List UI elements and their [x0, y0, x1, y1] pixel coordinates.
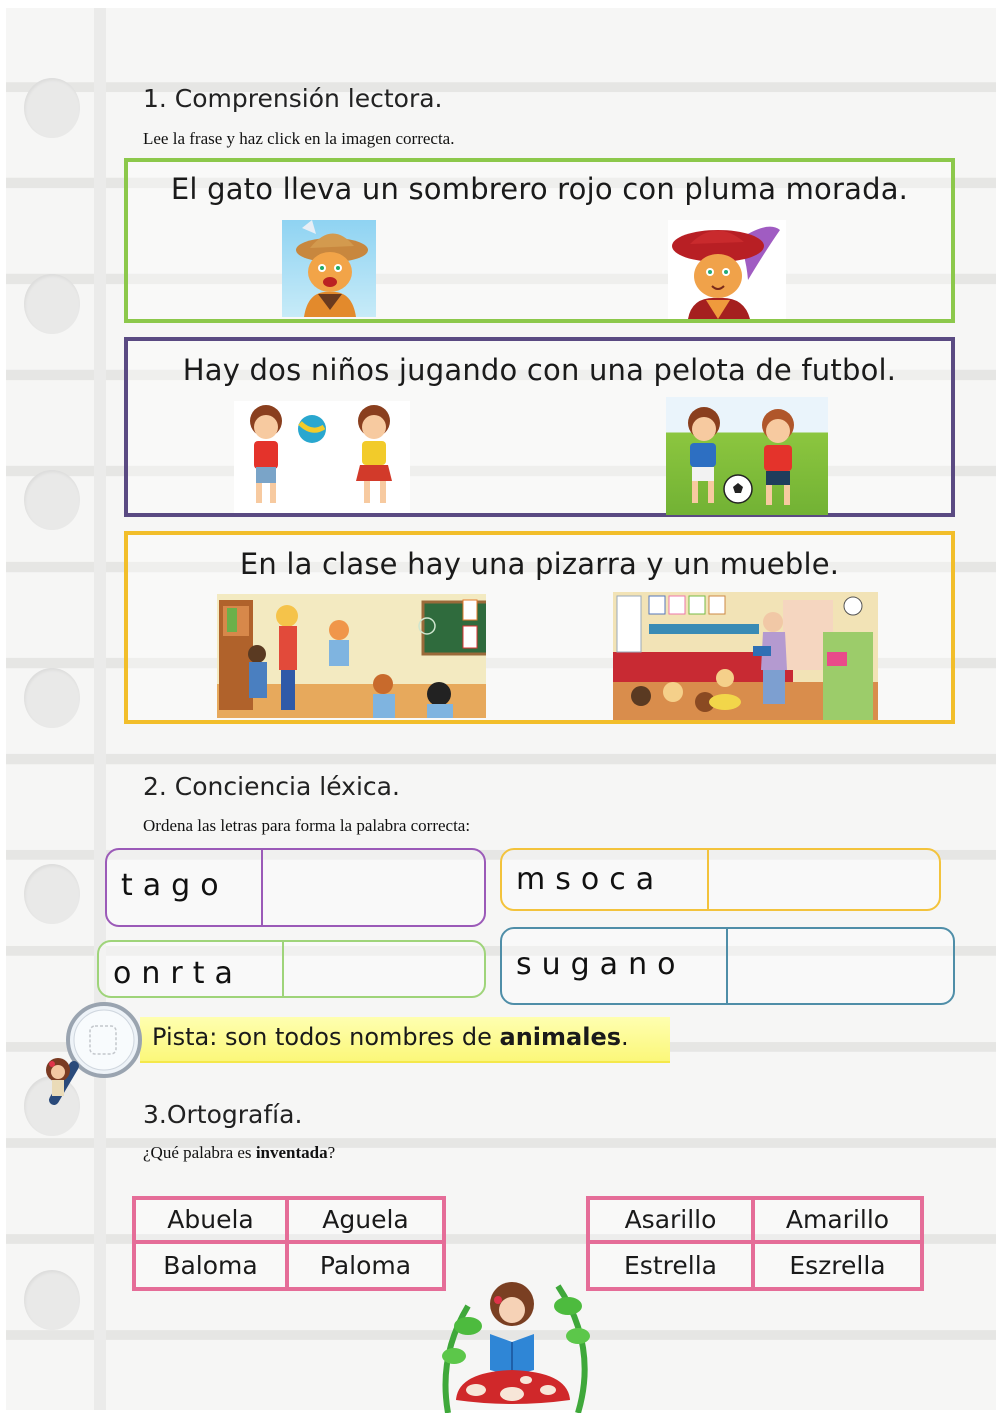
girl-reading-on-mushroom-icon	[428, 1276, 598, 1413]
question-2-box	[124, 337, 955, 517]
divider	[261, 850, 263, 925]
binder-hole	[24, 668, 80, 728]
word-grid-1	[132, 1196, 446, 1291]
word-option[interactable]: Abuela	[136, 1200, 289, 1244]
instruction-suffix: ?	[327, 1143, 336, 1162]
option-classroom-reading[interactable]	[613, 592, 878, 720]
option-kids-ball[interactable]	[234, 401, 410, 513]
section-1-instruction: Lee la frase y haz click en la imagen correcta.	[143, 129, 455, 148]
magnifier-avatar	[38, 1000, 148, 1112]
word-grid-2	[586, 1196, 924, 1291]
scramble-box-3	[97, 940, 486, 998]
word-option[interactable]: Paloma	[319, 1250, 412, 1280]
instruction-keyword: inventada	[255, 1143, 328, 1162]
option-cat-red-hat[interactable]	[668, 220, 786, 319]
word-option[interactable]: Asarillo	[590, 1200, 755, 1244]
cat-red-hat-feather-icon	[668, 220, 786, 319]
answer-input-4[interactable]	[734, 933, 948, 999]
section-2-title: 2. Conciencia léxica.	[143, 772, 400, 801]
divider	[707, 850, 709, 909]
scrambled-letters: tago	[121, 868, 229, 903]
binder-hole	[24, 1270, 80, 1330]
binder-hole	[24, 864, 80, 924]
answer-input-3[interactable]	[289, 946, 479, 992]
hint-suffix: .	[621, 1023, 629, 1051]
binder-hole	[24, 78, 80, 138]
question-3-sentence: En la clase hay una pizarra y un mueble.	[239, 547, 840, 581]
hint-prefix: Pista: son todos nombres de	[152, 1023, 500, 1051]
option-kids-soccer[interactable]	[666, 397, 828, 515]
option-cat-brown-hat[interactable]	[282, 220, 376, 317]
binder-hole	[24, 274, 80, 334]
divider	[726, 929, 728, 1003]
section-3-title: 3.Ortografía.	[143, 1100, 303, 1129]
hint-keyword: animales	[499, 1023, 621, 1051]
word-option[interactable]: Amarillo	[755, 1200, 920, 1244]
scrambled-letters: msoca	[516, 862, 665, 897]
scramble-box-4	[500, 927, 955, 1005]
hint-text	[152, 1023, 629, 1051]
hint-banner	[140, 1017, 670, 1063]
binder-hole	[24, 470, 80, 530]
question-1-sentence: El gato lleva un sombrero rojo con pluma morada.	[170, 172, 909, 206]
kids-playing-soccer-icon	[666, 397, 828, 515]
question-1-box	[124, 158, 955, 323]
word-option[interactable]: Estrella	[590, 1244, 755, 1288]
answer-input-2[interactable]	[714, 854, 934, 905]
divider	[282, 942, 284, 996]
word-option[interactable]: Baloma	[136, 1244, 289, 1288]
reading-avatar-illustration	[428, 1276, 598, 1413]
scrambled-letters: sugano	[516, 947, 686, 982]
section-1-title: 1. Comprensión lectora.	[143, 84, 443, 113]
word-option[interactable]: Aguela	[289, 1200, 442, 1244]
option-classroom-blackboard[interactable]	[217, 594, 486, 718]
instruction-prefix: ¿Qué palabra es	[143, 1143, 256, 1162]
scramble-box-2	[500, 848, 941, 911]
magnifying-glass-icon	[38, 1000, 148, 1112]
question-2-sentence: Hay dos niños jugando con una pelota de futbol.	[182, 353, 897, 387]
word-option[interactable]: Eszrella	[789, 1250, 886, 1280]
classroom-blackboard-icon	[217, 594, 486, 718]
question-3-box	[124, 531, 955, 724]
margin-line	[94, 8, 106, 1410]
scrambled-letters: onrta	[113, 956, 243, 991]
section-3-instruction	[143, 1143, 335, 1163]
cat-cowboy-hat-icon	[282, 220, 376, 317]
kids-with-ball-icon	[234, 401, 410, 513]
scramble-box-1	[105, 848, 486, 927]
section-2-instruction: Ordena las letras para forma la palabra correcta:	[143, 816, 471, 835]
classroom-teacher-reading-icon	[613, 592, 878, 720]
answer-input-1[interactable]	[267, 854, 477, 921]
